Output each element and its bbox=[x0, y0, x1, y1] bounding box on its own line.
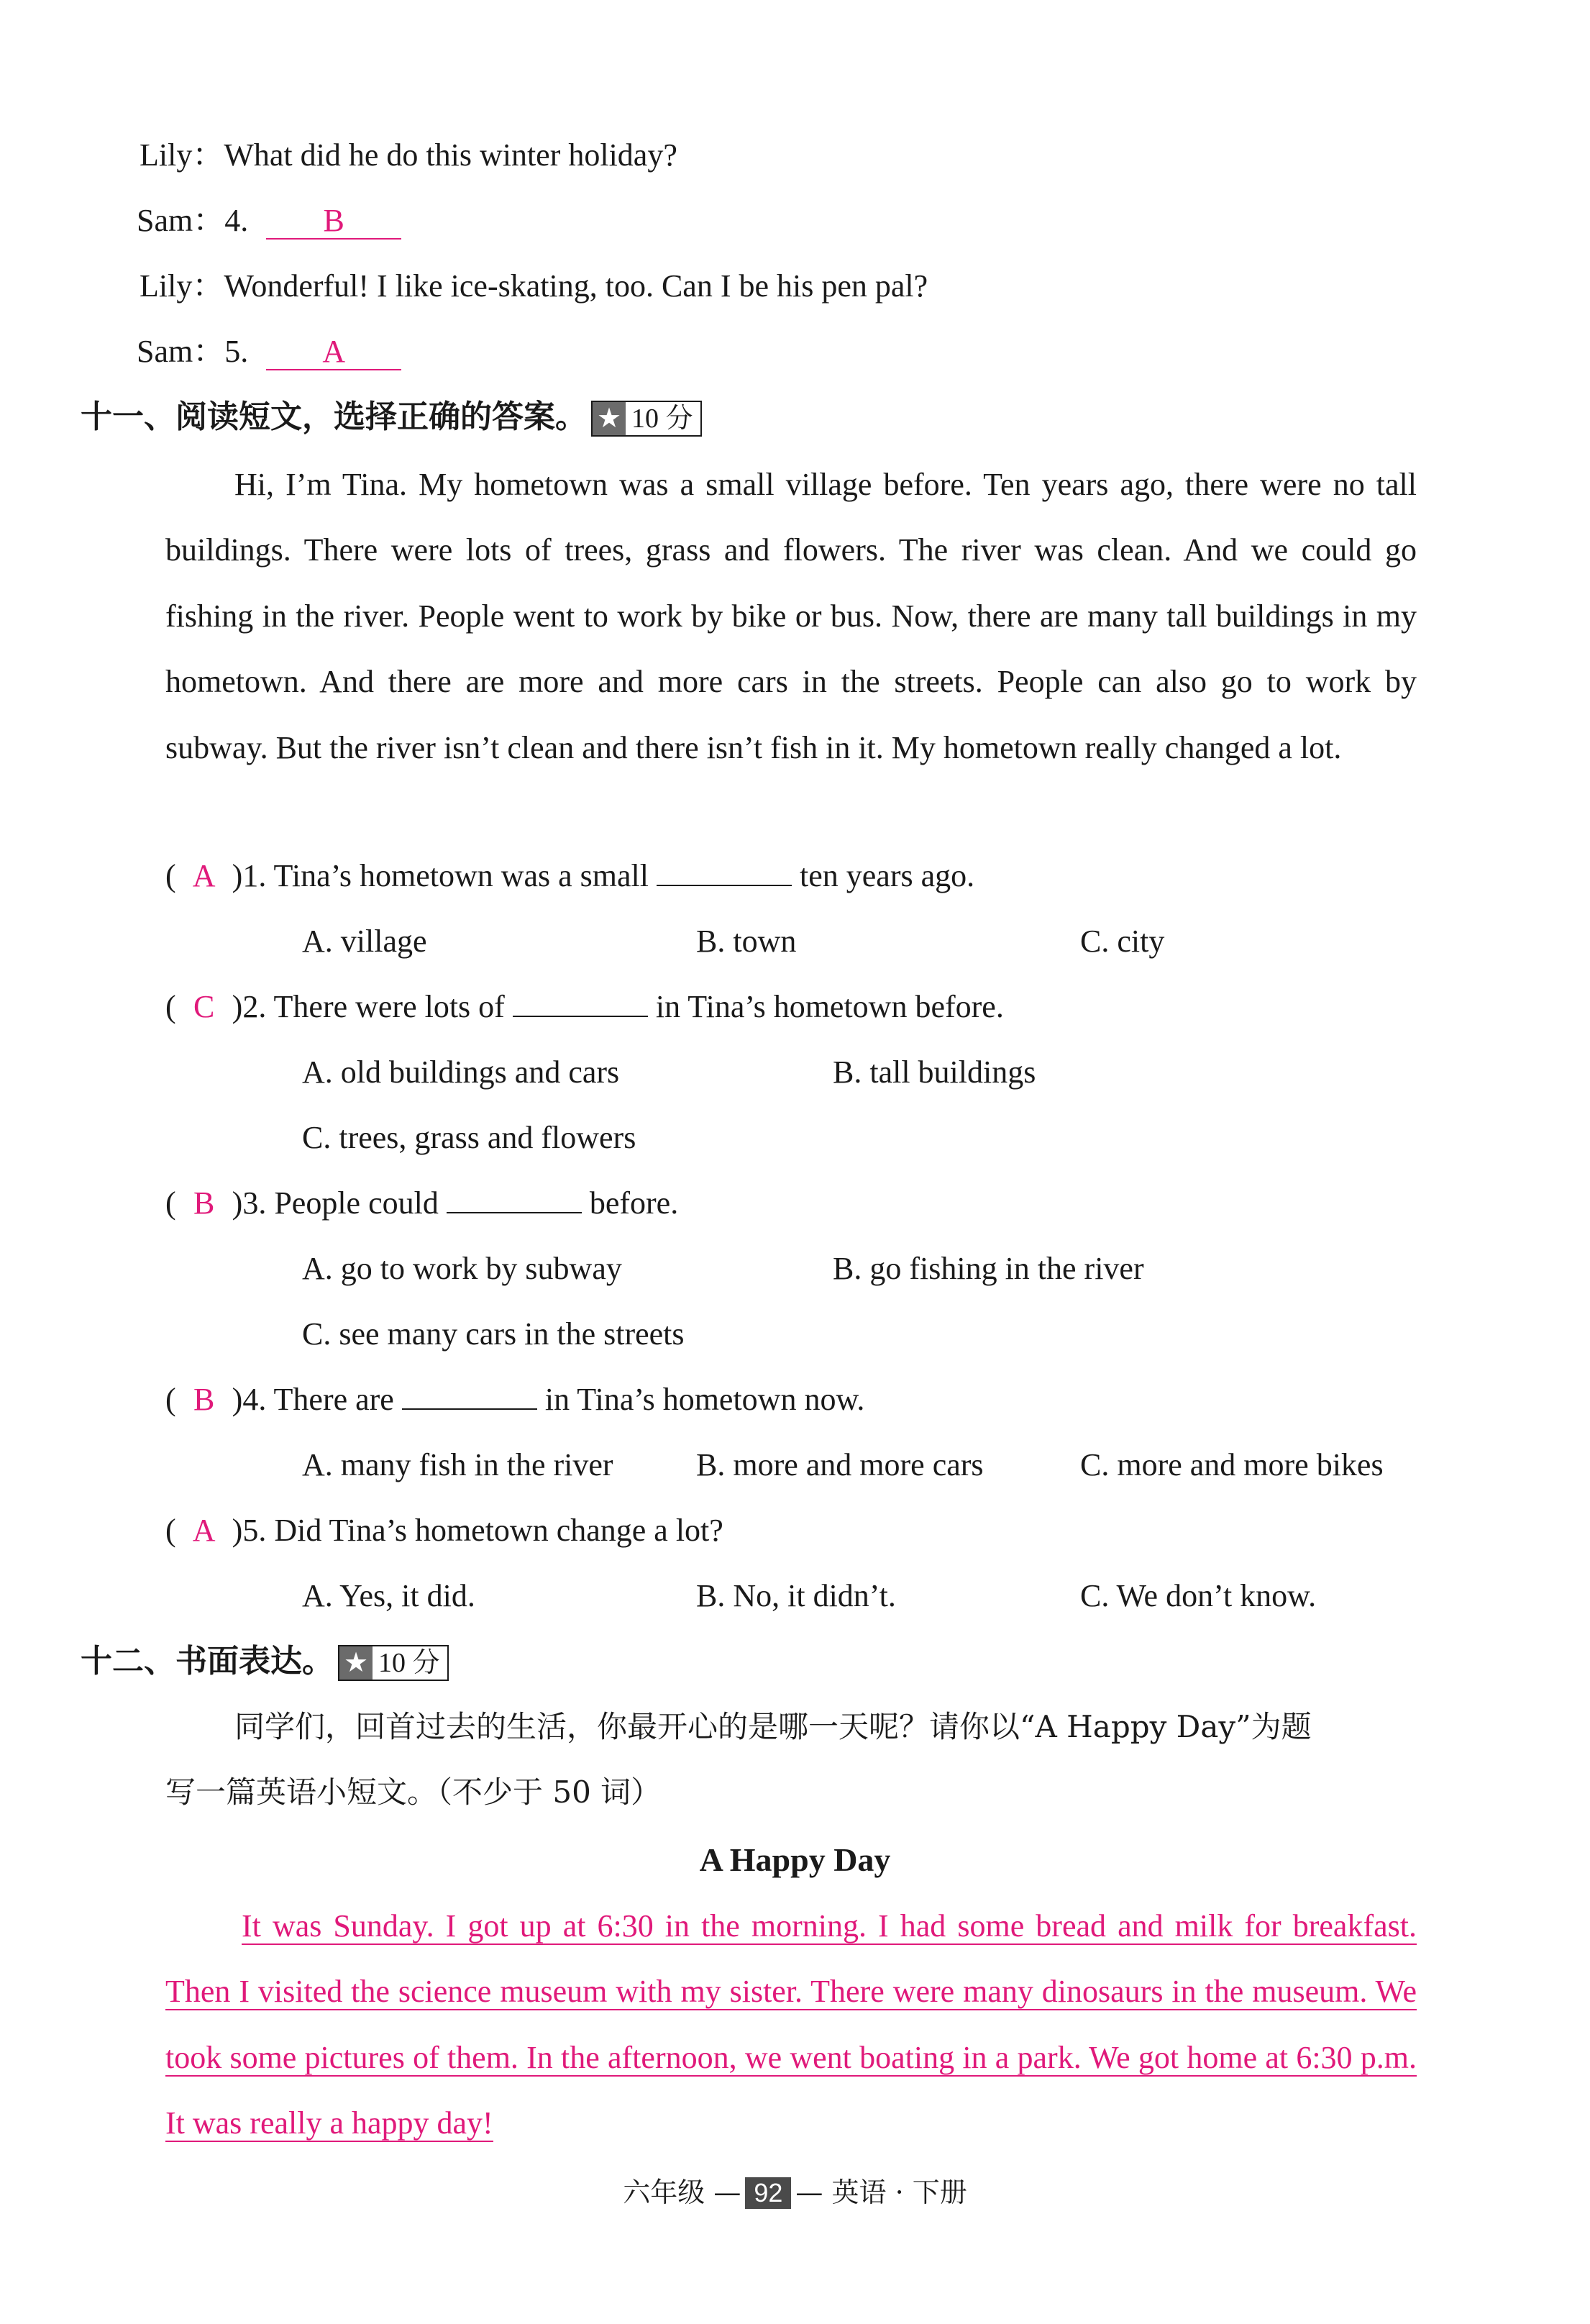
page-number: 92 bbox=[745, 2177, 791, 2209]
subject-label: 英语 · 下册 bbox=[831, 2177, 967, 2208]
answer-mark: A bbox=[192, 858, 216, 893]
writing-prompt-line-2: 写一篇英语小短文。（不少于 50 词） bbox=[165, 1774, 662, 1810]
speaker: Sam： bbox=[137, 334, 225, 369]
section-title: 十二、书面表达。 bbox=[81, 1643, 334, 1680]
answer-blank: B bbox=[266, 204, 401, 240]
speaker: Lily： bbox=[140, 137, 224, 173]
option-c: C. We don’t know. bbox=[1080, 1578, 1317, 1613]
question-number: 4. bbox=[242, 1382, 267, 1417]
dialogue-text: What did he do this winter holiday? bbox=[224, 137, 677, 173]
question-number: 2. bbox=[242, 989, 267, 1024]
blank-line bbox=[402, 1380, 537, 1410]
question-number: 1. bbox=[242, 858, 267, 893]
grade-label: 六年级 bbox=[623, 2177, 705, 2208]
option-a: A. old buildings and cars bbox=[302, 1054, 620, 1090]
dialogue-text: Wonderful! I like ice-skating, too. Can I be his pen pal? bbox=[224, 268, 928, 304]
speaker: Lily： bbox=[140, 268, 224, 304]
question-text: Tina’s hometown was a small bbox=[273, 858, 649, 893]
option-b: B. more and more cars bbox=[696, 1447, 984, 1482]
star-icon: ★ bbox=[339, 1646, 373, 1680]
question-number: 5. bbox=[242, 1513, 267, 1548]
option-b: B. No, it didn’t. bbox=[696, 1578, 896, 1613]
question-text-after: ten years ago. bbox=[800, 858, 975, 893]
question-4: ( B )4. There are in Tina’s hometown now. bbox=[165, 1380, 864, 1420]
option-a: A. Yes, it did. bbox=[302, 1578, 475, 1613]
option-b: B. town bbox=[696, 924, 797, 959]
dialogue-line-1 bbox=[140, 135, 677, 176]
answer-mark: B bbox=[193, 1185, 215, 1221]
footer-dash: — bbox=[795, 2177, 823, 2208]
item-number: 4. bbox=[224, 203, 249, 238]
answer-blank: A bbox=[266, 334, 401, 370]
option-a: A. many fish in the river bbox=[302, 1447, 613, 1482]
star-icon: ★ bbox=[593, 402, 626, 435]
section-12-heading bbox=[81, 1641, 449, 1682]
writing-prompt-line-1: 同学们，回首过去的生活，你最开心的是哪一天呢？请你以“A Happy Day”为题 bbox=[234, 1709, 1312, 1744]
section-title: 十一、阅读短文，选择正确的答案。 bbox=[81, 398, 587, 435]
score-badge: ★ 10 分 bbox=[338, 1645, 449, 1681]
option-c: C. see many cars in the streets bbox=[302, 1316, 685, 1352]
answer-mark: C bbox=[193, 989, 215, 1024]
dialogue-line-4 bbox=[137, 332, 401, 372]
passage-text: Hi, I’m Tina. My hometown was a small village before. Ten years ago, there were no tall buildings. There were lots of trees, grass and flowers. The river was clean. And we could go fishing in the river. People went to work by bike or bus. Now, there are many tall buildings in my hometown. And there are more and more cars in the streets. People can also go to work by subway. But the river isn’t clean and there isn’t fish in it. My hometown really changed a lot. bbox=[165, 467, 1417, 765]
option-c: C. trees, grass and flowers bbox=[302, 1120, 636, 1155]
footer-dash: — bbox=[713, 2177, 741, 2208]
reading-passage bbox=[165, 452, 1417, 780]
blank-line bbox=[513, 987, 648, 1017]
option-c: C. city bbox=[1080, 924, 1165, 959]
question-text: Did Tina’s hometown change a lot? bbox=[274, 1513, 723, 1548]
question-text: People could bbox=[274, 1185, 439, 1221]
option-b: B. tall buildings bbox=[833, 1054, 1036, 1090]
score-badge: ★ 10 分 bbox=[591, 401, 702, 437]
option-a: A. go to work by subway bbox=[302, 1251, 622, 1286]
sample-essay bbox=[165, 1893, 1417, 2156]
question-text-after: in Tina’s hometown before. bbox=[655, 989, 1004, 1024]
dialogue-line-3 bbox=[140, 266, 928, 306]
item-number: 5. bbox=[224, 334, 249, 369]
question-text: There are bbox=[273, 1382, 394, 1417]
question-text: There were lots of bbox=[273, 989, 505, 1024]
blank-line bbox=[447, 1183, 582, 1213]
option-b: B. go fishing in the river bbox=[833, 1251, 1144, 1286]
question-text-after: before. bbox=[589, 1185, 679, 1221]
answer-mark: A bbox=[192, 1513, 216, 1548]
blank-line bbox=[657, 856, 792, 886]
question-number: 3. bbox=[242, 1185, 267, 1221]
essay-title: A Happy Day bbox=[699, 1841, 891, 1878]
option-a: A. village bbox=[302, 924, 427, 959]
option-c: C. more and more bikes bbox=[1080, 1447, 1384, 1482]
question-1: ( A )1. Tina’s hometown was a small ten years ago. bbox=[165, 856, 974, 896]
speaker: Sam： bbox=[137, 203, 225, 238]
question-2: ( C )2. There were lots of in Tina’s hometown before. bbox=[165, 987, 1004, 1027]
answer-mark: B bbox=[193, 1382, 215, 1417]
section-11-heading bbox=[81, 397, 702, 437]
dialogue-line-2 bbox=[137, 201, 401, 241]
page-footer bbox=[0, 2174, 1590, 2211]
question-text-after: in Tina’s hometown now. bbox=[544, 1382, 865, 1417]
question-5: ( A )5. Did Tina’s hometown change a lot? bbox=[165, 1510, 723, 1551]
question-3: ( B )3. People could before. bbox=[165, 1183, 678, 1223]
essay-text: It was Sunday. I got up at 6:30 in the morning. I had some bread and milk for breakfast. Then I visited the science museum with my sister. There were many dinosaurs in the museum. We took some pictures of them. In the afternoon, we went boating in a park. We got home at 6:30 p.m. It was really a happy day! bbox=[165, 1908, 1417, 2141]
